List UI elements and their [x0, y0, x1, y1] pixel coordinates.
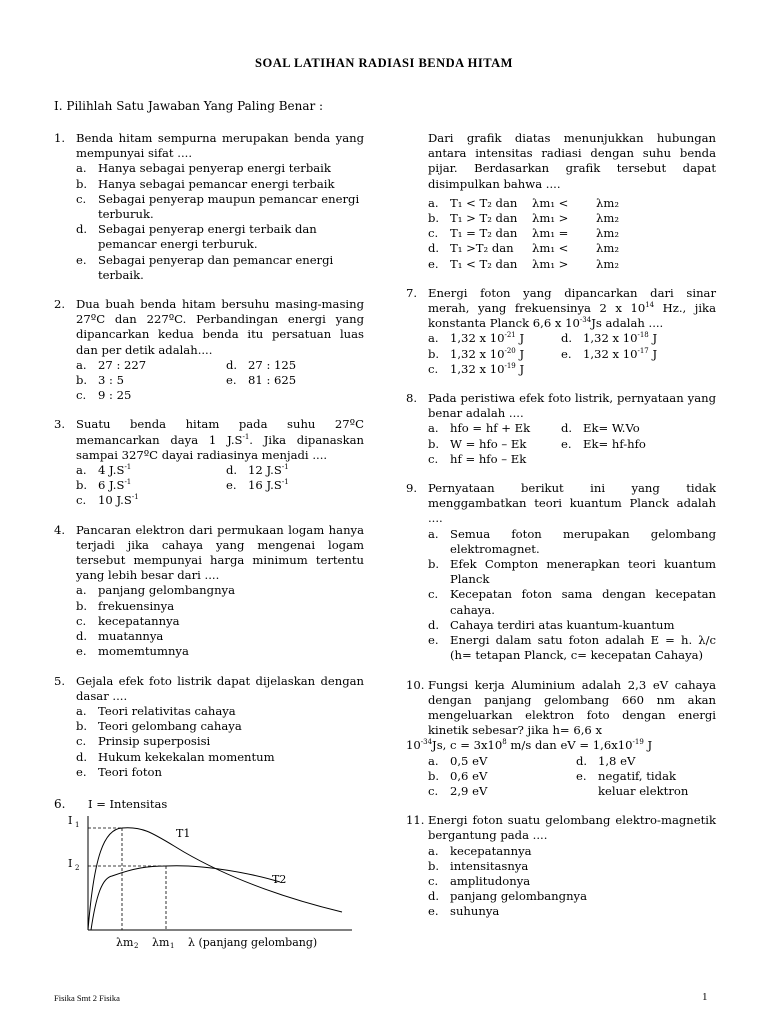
option-letter: d. — [576, 753, 588, 768]
option-text: 12 J.S — [248, 463, 282, 478]
option-letter: e. — [576, 768, 587, 783]
x-label-lm2-sub: 2 — [134, 942, 139, 950]
question-number: 1. — [54, 131, 66, 145]
question-number: 9. — [406, 481, 418, 496]
question-3 — [54, 417, 364, 508]
option-grid: a. 1,32 x $10^{-21}$ J d. 1,32 x $10^{-18}$ J b. 1,32 x $10^{-20}$ J e. 1,32 x $10^{-17}$ J c. 1,32 x $10^{-19}$ J — [428, 331, 658, 376]
option-letter: c. — [428, 873, 439, 888]
question-8 — [406, 391, 716, 467]
option-letter: a. — [428, 526, 439, 541]
instruction: I. Pilihlah Satu Jawaban Yang Paling Benar : — [54, 99, 324, 113]
option-letter: e. — [428, 256, 439, 271]
option-text: W = hfo – Ek — [450, 436, 527, 451]
option-grid — [76, 358, 364, 404]
option-text: 27 : 227 — [98, 357, 147, 372]
question-4 — [54, 523, 364, 660]
question-number: 10. — [406, 677, 425, 692]
option-letter: a. — [428, 195, 439, 210]
option-letter: c. — [428, 226, 439, 241]
option-letter: d. — [561, 421, 573, 436]
option-text: Hukum kekekalan momentum — [98, 749, 275, 764]
option-letter: e. — [428, 904, 439, 919]
option-letter: d. — [226, 463, 238, 478]
question-number: 11. — [406, 813, 425, 828]
option-letter: c. — [76, 493, 87, 508]
option-letter: c. — [76, 734, 87, 749]
option-text: panjang gelombangnya — [450, 889, 587, 904]
option-text: 1,32 x 10 — [450, 331, 505, 346]
option-text: 4 J.S — [98, 463, 125, 478]
question-number: 5. — [54, 673, 66, 688]
option-text: T₁ > T₂ dan — [450, 211, 518, 226]
question-number: 8. — [406, 391, 418, 406]
question-number: 4. — [54, 522, 66, 537]
question-9 — [406, 481, 716, 663]
option-text: 6 J.S — [98, 478, 125, 493]
option-text: T₁ >T₂ dan — [450, 241, 514, 256]
question-number: 6. — [54, 797, 66, 811]
option-letter: b. — [76, 373, 88, 388]
option-text: momemtumnya — [98, 644, 189, 659]
option-letter: c. — [76, 613, 87, 628]
page-number: 1 — [702, 991, 708, 1003]
option-text: Ek= hf-hfo — [583, 436, 646, 451]
question-7 — [406, 286, 716, 377]
option-text: 1,32 x 10 — [583, 331, 638, 346]
option-text: 0,6 eV — [450, 768, 488, 783]
option-right: λm₂ — [596, 256, 619, 271]
x-label-lm1-sub: 1 — [170, 942, 175, 950]
option-text: Hanya sebagai pemancar energi terbaik — [98, 176, 335, 191]
option-letter: c. — [428, 451, 439, 466]
left-column — [54, 131, 364, 794]
option-letter: c. — [428, 361, 439, 376]
option-text: muatannya — [98, 629, 164, 644]
option-letter: a. — [76, 357, 87, 372]
option-letter: d. — [428, 889, 440, 904]
option-letter: b. — [428, 858, 440, 873]
option-right: λm₂ — [596, 195, 619, 210]
option-letter: d. — [76, 749, 88, 764]
option-letter: a. — [428, 421, 439, 436]
option-text: 1,32 x 10 — [583, 346, 638, 361]
option-text: Ek= W.Vo — [583, 421, 640, 436]
option-text: 1,32 x 10 — [450, 361, 505, 376]
option-text: negatif, tidak — [598, 768, 677, 783]
option-text: 3 : 5 — [98, 373, 125, 388]
y-label-i1: I — [68, 814, 73, 827]
option-letter: d. — [226, 357, 238, 372]
question-text: Gejala efek foto listrik dapat dijelaskan dengan dasar .... — [76, 673, 364, 703]
option-letter: c. — [428, 783, 439, 798]
option-grid: a. 4 $J.S^{-1}$ d. 12 $J.S^{-1}$ b. 6 $J.S^{-1}$ e. 16 $J.S^{-1}$ c. 10 $J.S^{-1}$ — [76, 463, 289, 508]
option-letter: a. — [76, 161, 87, 176]
y-label-i2: I — [68, 857, 73, 870]
question-6-options — [406, 196, 716, 272]
option-text: Sebagai penyerap maupun pemancar energi terburuk. — [98, 191, 360, 222]
graph-caption: I = Intensitas — [88, 797, 168, 811]
option-text: 1,32 x 10 — [450, 346, 505, 361]
question-text: Energi foton suatu gelombang elektro-magnetik bergantung pada .... — [428, 813, 716, 843]
question-text: Dua buah benda hitam bersuhu masing-masing 27ºC dan 227ºC. Perbandingan energi yang dipancarkan kedua benda itu persatuan luas dan per detik adalah.... — [76, 297, 364, 357]
option-letter: d. — [428, 617, 440, 632]
option-text: Efek Compton menerapkan teori kuantum Planck — [450, 557, 716, 587]
y-label-i1-sub: 1 — [75, 821, 80, 829]
question-text: Fungsi kerja Aluminium adalah 2,3 eV cahaya dengan panjang gelombang 660 nm akan mengeluarkan elektron foto dengan energi kinetik sebesar? jika h= 6,6 x — [428, 677, 716, 738]
option-right: λm₂ — [596, 211, 619, 226]
question-10 — [406, 678, 716, 800]
question-text: Energi foton yang dipancarkan dari sinar merah, yang frekuensinya 2 x $10^{14}$ Hz., jika konstanta Planck 6,6 x $10^{-34}Js$ adalah .... — [428, 285, 716, 331]
option-text: hf = hfo – Ek — [450, 451, 527, 466]
option-relation: λm₁ < — [532, 195, 569, 210]
curve-t1 — [88, 828, 342, 930]
x-label-lm2: λm — [116, 936, 134, 949]
right-column — [406, 131, 716, 934]
option-text: 9 : 25 — [98, 388, 132, 403]
option-letter: e. — [76, 252, 87, 267]
option-letter: b. — [76, 478, 88, 493]
option-letter: e. — [226, 478, 237, 493]
option-text: Prinsip superposisi — [98, 734, 211, 749]
option-letter: c. — [428, 587, 439, 602]
option-text: Teori foton — [98, 764, 162, 779]
intensity-wavelength-graph — [54, 796, 364, 956]
option-text: 16 J.S — [248, 478, 282, 493]
option-letter: b. — [428, 211, 440, 226]
option-letter: b. — [428, 557, 440, 572]
option-letter: b. — [76, 719, 88, 734]
y-label-i2-sub: 2 — [75, 864, 80, 872]
option-letter: a. — [428, 331, 439, 346]
option-letter: c. — [76, 388, 87, 403]
option-text: Teori relativitas cahaya — [98, 703, 236, 718]
option-letter: c. — [76, 191, 87, 206]
option-text: Sebagai penyerap dan pemancar energi terbaik. — [98, 252, 334, 282]
option-relation: λm₁ > — [532, 256, 569, 271]
option-right: λm₂ — [596, 241, 619, 256]
question-number: 3. — [54, 417, 66, 432]
x-axis-label: λ (panjang gelombang) — [188, 936, 318, 949]
curve-t2 — [91, 866, 280, 930]
option-letter: a. — [76, 583, 87, 598]
option-text: T₁ = T₂ dan — [450, 226, 518, 241]
option-letter: d. — [76, 222, 88, 237]
option-text: 10 J.S — [98, 493, 132, 508]
option-text: frekuensinya — [98, 598, 175, 613]
option-text: keluar elektron — [598, 783, 689, 798]
question-text-line2: $10^{-34}Js$, $c = 3x10^8$ m/s dan eV = $1,6x10^{-19}$ J — [406, 738, 653, 753]
option-letter: e. — [76, 764, 87, 779]
option-text: Sebagai penyerap energi terbaik dan pemancar energi terburuk. — [98, 222, 317, 252]
option-letter: b. — [76, 176, 88, 191]
option-letter: a. — [428, 753, 439, 768]
question-number: 7. — [406, 285, 418, 300]
option-letter: b. — [428, 346, 440, 361]
option-text: panjang gelombangnya — [98, 583, 235, 598]
question-6-continuation: Dari grafik diatas menunjukkan hubungan antara intensitas radiasi dengan suhu benda pijar. Berdasarkan grafik tersebut dapat disimpulkan bahwa .... — [428, 131, 716, 191]
option-text: 81 : 625 — [248, 373, 297, 388]
question-text: Pada peristiwa efek foto listrik, pernyataan yang benar adalah .... — [428, 391, 716, 421]
option-text: 0,5 eV — [450, 753, 488, 768]
option-grid — [428, 754, 716, 800]
option-text: amplitudonya — [450, 873, 531, 888]
option-text: suhunya — [450, 904, 500, 919]
option-text: T₁ < T₂ dan — [450, 256, 518, 271]
question-2 — [54, 297, 364, 403]
option-relation: λm₁ = — [532, 226, 569, 241]
option-relation: λm₁ > — [532, 211, 569, 226]
option-grid — [428, 421, 716, 467]
option-letter: e. — [76, 644, 87, 659]
option-letter: a. — [76, 703, 87, 718]
option-letter: a. — [428, 843, 439, 858]
question-1 — [54, 131, 364, 283]
option-text: Hanya sebagai penyerap energi terbaik — [98, 161, 331, 176]
option-text: Kecepatan foton sama dengan kecepatan cahaya. — [450, 587, 716, 617]
curve-label-t2: T2 — [272, 873, 287, 886]
x-label-lm1: λm — [152, 936, 170, 949]
option-relation: λm₁ < — [532, 241, 569, 256]
option-text: 27 : 125 — [248, 357, 297, 372]
option-right: λm₂ — [596, 226, 619, 241]
question-text: Suatu benda hitam pada suhu 27ºC memancarkan daya 1 $J.S^{-1}$. Jika dipanaskan sampai 327ºC dayai radiasinya menjadi .... — [76, 417, 365, 462]
question-text: Pernyataan berikut ini yang tidak menggambatkan teori kuantum Planck adalah .... — [428, 481, 716, 526]
option-text: Cahaya terdiri atas kuantum-kuantum — [450, 617, 675, 632]
question-text: Benda hitam sempurna merupakan benda yang mempunyai sifat .... — [76, 131, 364, 161]
option-text: Semua foton merupakan gelombang elektromagnet. — [450, 526, 716, 556]
option-letter: a. — [76, 463, 87, 478]
footer-course: Fisika Smt 2 Fisika — [54, 993, 120, 1003]
option-text: hfo = hf + Ek — [450, 421, 531, 436]
option-letter: e. — [561, 346, 572, 361]
option-text: Energi dalam satu foton adalah E = h. λ/c (h= tetapan Planck, c= kecepatan Cahaya) — [450, 633, 716, 663]
option-letter: d. — [428, 241, 440, 256]
option-letter: d. — [76, 629, 88, 644]
option-letter: b. — [428, 436, 440, 451]
option-letter: b. — [428, 768, 440, 783]
option-text: Teori gelombang cahaya — [98, 719, 242, 734]
option-letter: e. — [428, 633, 439, 648]
option-letter: b. — [76, 598, 88, 613]
question-number: 2. — [54, 297, 66, 312]
option-letter: e. — [226, 373, 237, 388]
option-letter: d. — [561, 331, 573, 346]
option-letter: e. — [561, 436, 572, 451]
option-text: intensitasnya — [450, 858, 529, 873]
option-text: T₁ < T₂ dan — [450, 195, 518, 210]
option-text: kecepatannya — [98, 613, 180, 628]
page-title: SOAL LATIHAN RADIASI BENDA HITAM — [255, 56, 513, 70]
option-text: kecepatannya — [450, 843, 532, 858]
question-text: Pancaran elektron dari permukaan logam hanya terjadi jika cahaya yang mengenai logam tersebut mempunyai harga minimum tertentu yang lebih besar dari .... — [76, 522, 364, 583]
curve-label-t1: T1 — [176, 827, 191, 840]
question-5 — [54, 674, 364, 780]
option-text: 1,8 eV — [598, 753, 636, 768]
option-text: 2,9 eV — [450, 783, 488, 798]
question-11 — [406, 813, 716, 919]
